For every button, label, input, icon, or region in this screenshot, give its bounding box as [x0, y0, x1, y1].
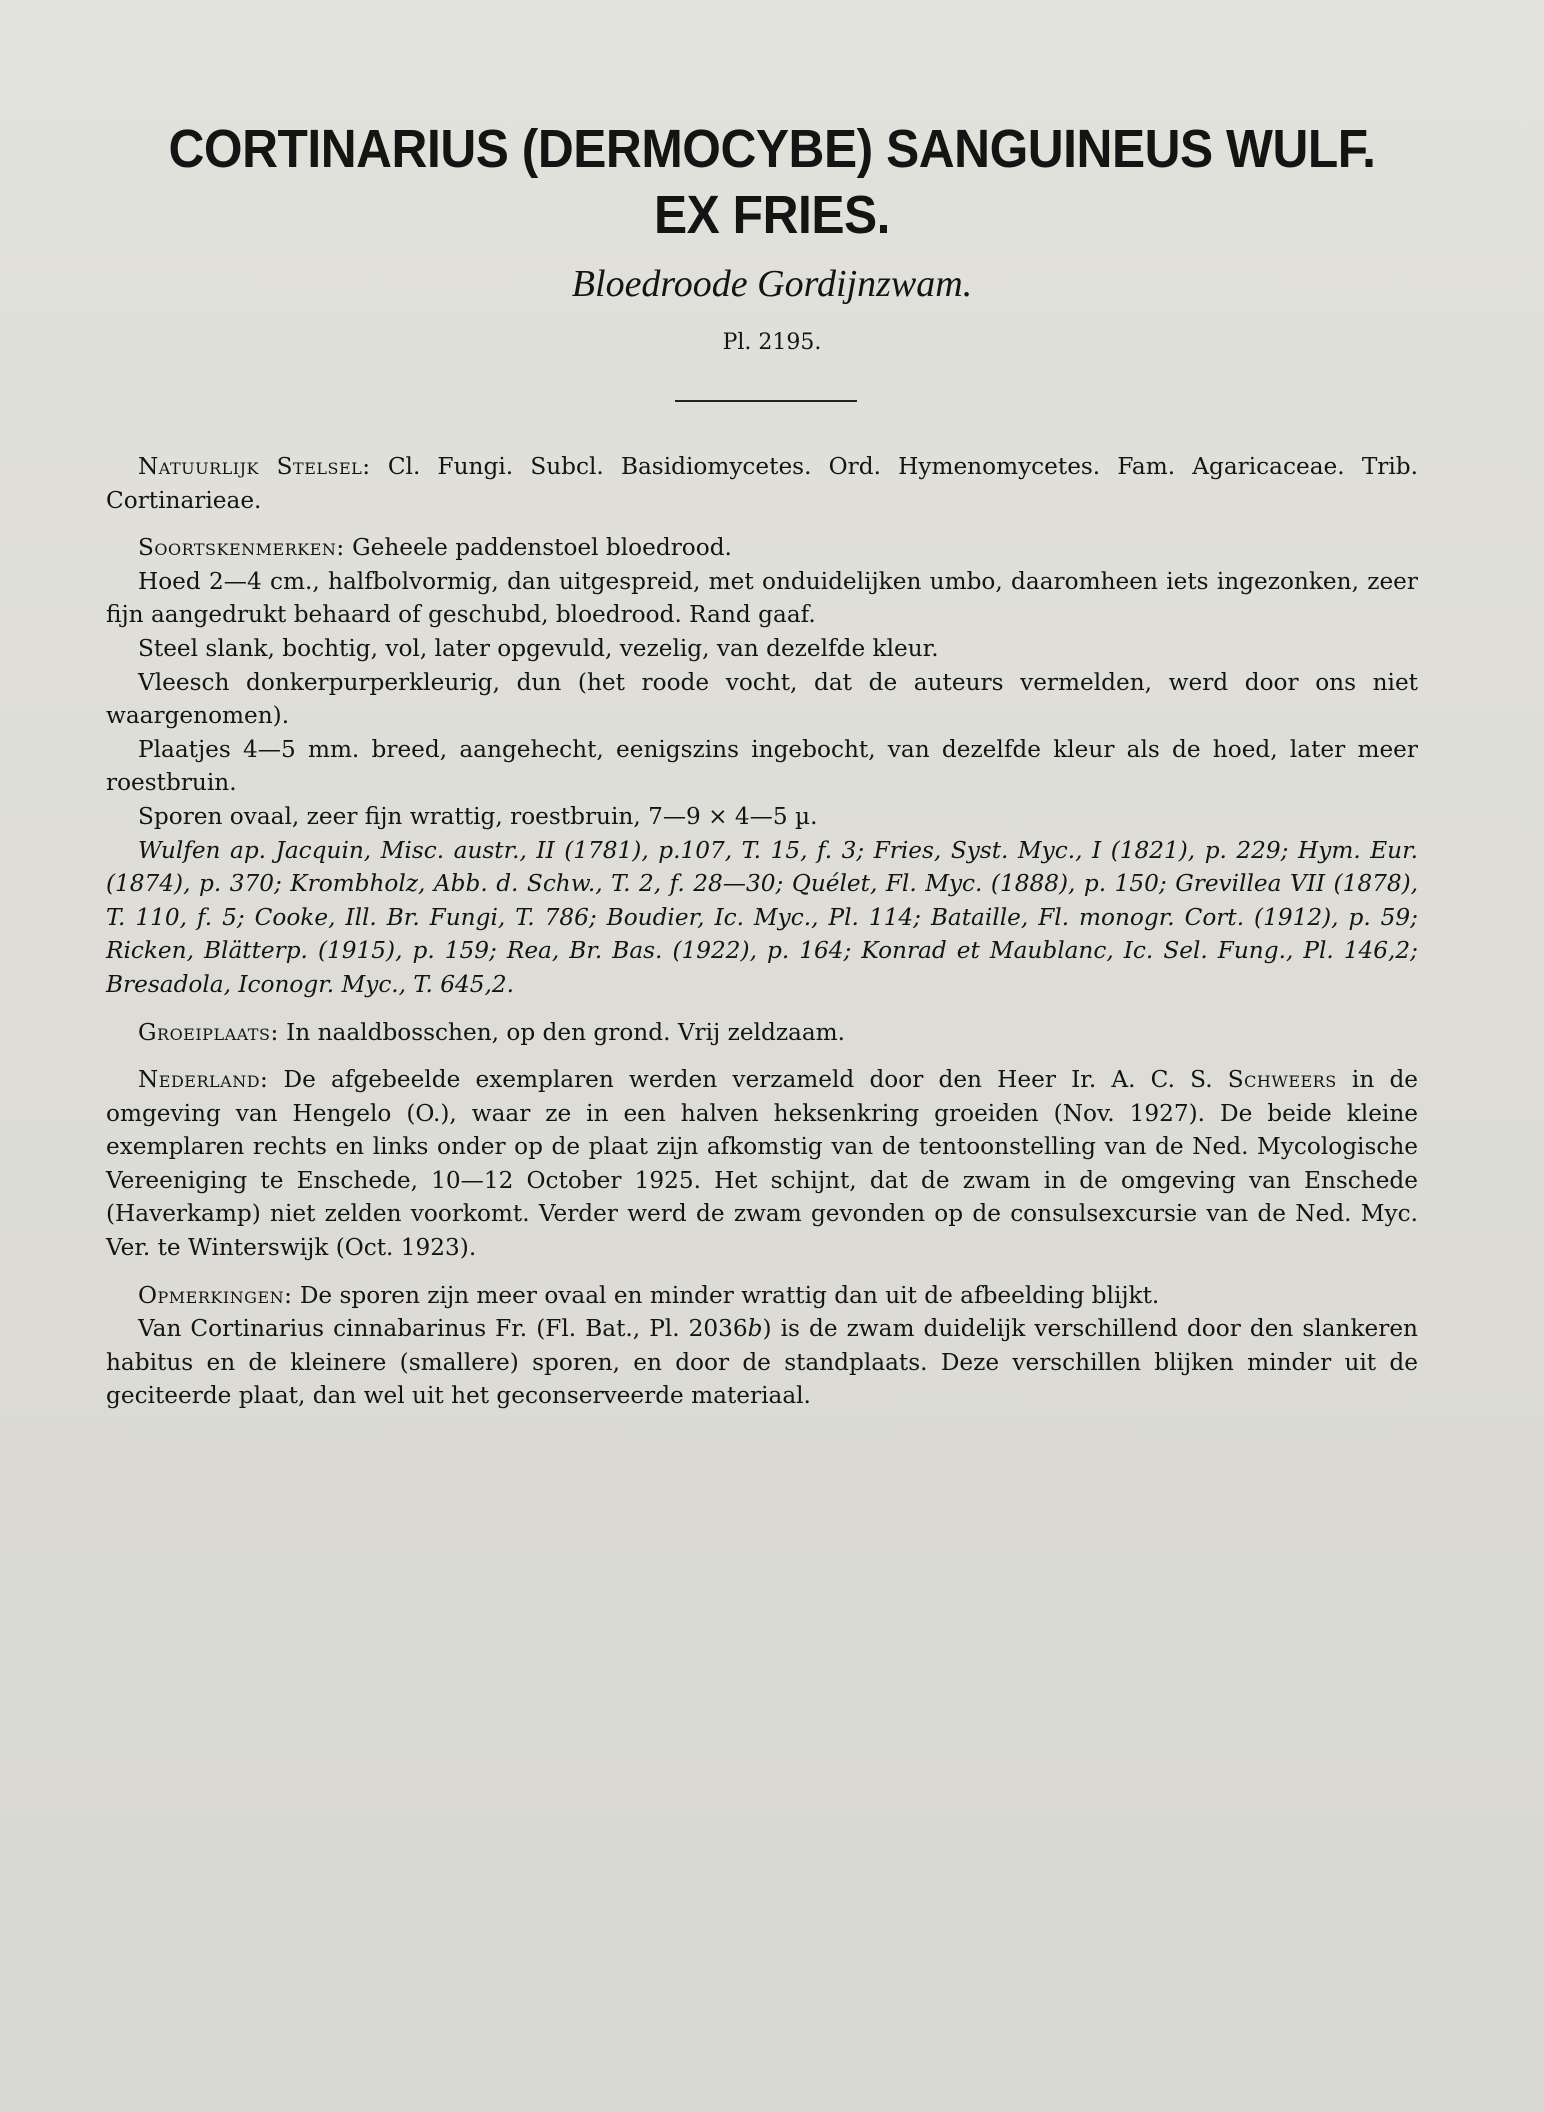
plate-number: Pl. 2195.	[722, 330, 822, 355]
opmerkingen-cont-b: b	[747, 1315, 763, 1343]
opmerkingen-cont-after: ) is de zwam duidelijk verschillend door den slankeren habitus en de kleinere (smallere) sporen, en door de standplaats. Deze verschillen blijken minder uit de geciteerde plaat, dan wel uit het geconserveerde materiaal.	[106, 1315, 1418, 1410]
opmerkingen-continued-paragraph	[106, 1312, 1418, 1413]
collector-name: Schweers	[1227, 1066, 1337, 1094]
literature-paragraph: Wulfen ap. Jacquin, Misc. austr., II (1781), p.107, T. 15, f. 3; Fries, Syst. Myc., I (1821), p. 229; Hym. Eur. (1874), p. 370; Krombholz, Abb. d. Schw., T. 2, f. 28—30; Quélet, Fl. Myc. (1888), p. 150; Grevillea VII (1878), T. 110, f. 5; Cooke, Ill. Br. Fungi, T. 786; Boudier, Ic. Myc., Pl. 114; Bataille, Fl. monogr. Cort. (1912), p. 59; Ricken, Blätterp. (1915), p. 159; Rea, Br. Bas. (1922), p. 164; Konrad et Maublanc, Ic. Sel. Fung., Pl. 146,2; Bresadola, Iconogr. Myc., T. 645,2.	[106, 836, 1418, 998]
hoed-paragraph: Hoed 2—4 cm., halfbolvormig, dan uitgespreid, met onduidelijken umbo, daaromheen iets ingezonken, zeer fijn aangedrukt behaard of geschubd, bloedrood. Rand gaaf.	[106, 567, 1418, 629]
groeiplaats-label: Groeiplaats:	[138, 1018, 279, 1046]
title-line-1: CORTINARIUS (DERMOCYBE) SANGUINEUS WULF.	[168, 119, 1376, 179]
document-body	[106, 450, 1418, 1413]
soortskenmerken-paragraph	[106, 531, 1418, 565]
opmerkingen-cont-before: Van Cortinarius cinnabarinus Fr. (Fl. Bat., Pl. 2036	[138, 1315, 748, 1343]
opmerkingen-label: Opmerkingen:	[138, 1281, 293, 1309]
soortskenmerken-text: Geheele paddenstoel bloedrood.	[352, 534, 732, 562]
plaatjes-paragraph: Plaatjes 4—5 mm. breed, aangehecht, eenigszins ingebocht, van dezelfde kleur als de hoed, later meer roestbruin.	[106, 735, 1418, 797]
nederland-text-after: in de omgeving van Hengelo (O.), waar ze in een halven heksenkring groeiden (Nov. 1927). De beide kleine exemplaren rechts en links onder op de plaat zijn afkomstig van de tentoonstelling van de Ned. Mycologische Vereeniging te Enschede, 10—12 October 1925. Het schijnt, dat de zwam in de omgeving van Enschede (Haverkamp) niet zelden voorkomt. Verder werd de zwam gevonden op de consulsexcursie van de Ned. Myc. Ver. te Winterswijk (Oct. 1923).	[106, 1066, 1419, 1262]
nederland-paragraph	[106, 1063, 1418, 1265]
nederland-text-before: De afgebeelde exemplaren werden verzameld door den Heer Ir. A. C. S.	[283, 1066, 1213, 1094]
title-rule	[675, 400, 857, 402]
subtitle: Bloedroode Gordijnzwam.	[571, 263, 973, 305]
groeiplaats-text: In naaldbosschen, op den grond. Vrij zeldzaam.	[286, 1018, 846, 1046]
opmerkingen-text: De sporen zijn meer ovaal en minder wrattig dan uit de afbeelding blijkt.	[299, 1281, 1160, 1309]
nederland-label: Nederland:	[138, 1066, 269, 1094]
opmerkingen-paragraph	[106, 1279, 1418, 1313]
groeiplaats-paragraph	[106, 1016, 1418, 1050]
natuurlijk-stelsel-label: Natuurlijk Stelsel:	[138, 453, 371, 480]
soortskenmerken-label: Soortskenmerken:	[138, 534, 345, 562]
vleesch-paragraph: Vleesch donkerpurperkleurig, dun (het roode vocht, dat de auteurs vermelden, werd door ons niet waargenomen).	[106, 668, 1418, 730]
natuurlijk-stelsel-text: Cl. Fungi. Subcl. Basidiomycetes. Ord. Hymenomycetes. Fam. Agaricaceae. Trib. Cortinarieae.	[106, 453, 1418, 514]
steel-paragraph: Steel slank, bochtig, vol, later opgevuld, vezelig, van dezelfde kleur.	[138, 634, 939, 662]
natuurlijk-stelsel-paragraph	[106, 450, 1418, 517]
sporen-paragraph: Sporen ovaal, zeer fijn wrattig, roestbruin, 7—9 × 4—5 µ.	[138, 802, 818, 830]
title-line-2: EX FRIES.	[653, 185, 891, 245]
